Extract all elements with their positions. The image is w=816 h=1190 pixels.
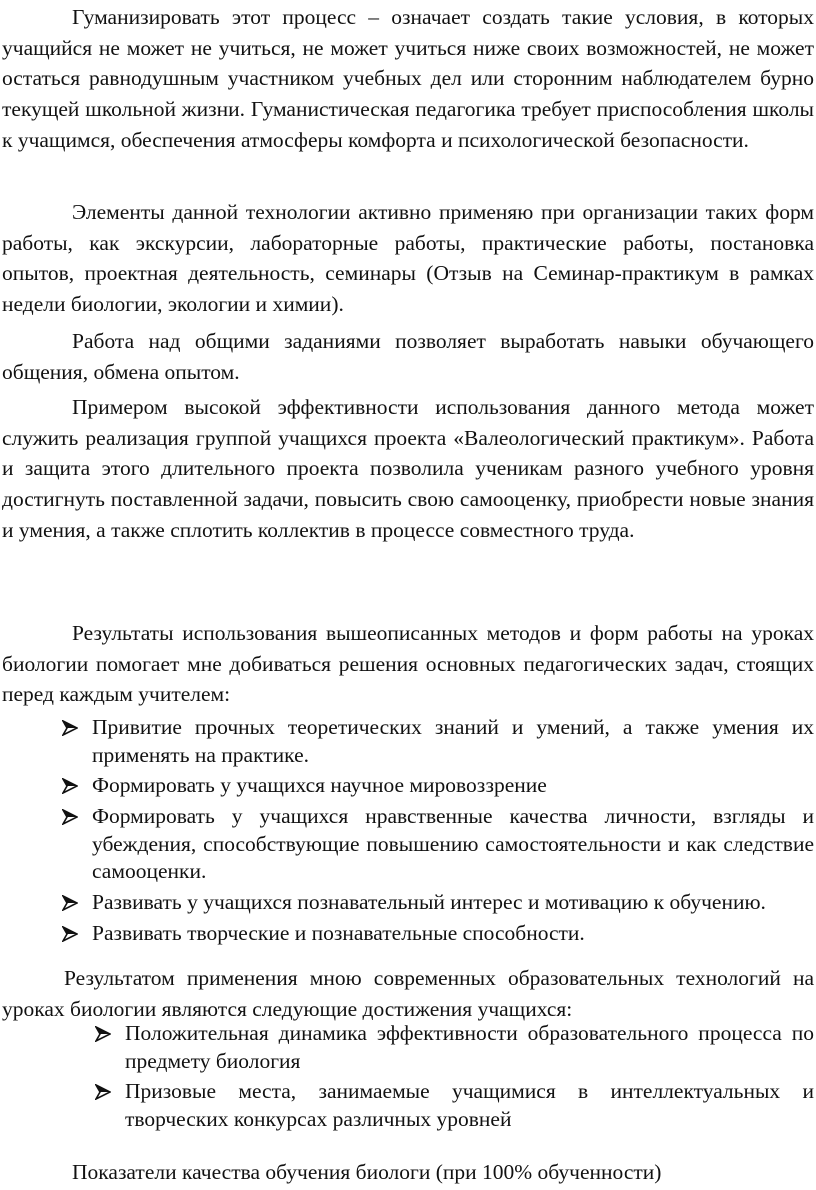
list-item <box>95 1078 814 1133</box>
list-item-text: Формировать у учащихся научное мировоззрение <box>92 773 547 798</box>
arrowhead-bullet-icon <box>62 772 84 799</box>
list-item <box>62 714 814 769</box>
arrowhead-bullet-icon <box>95 1078 117 1105</box>
arrowhead-bullet-icon <box>95 1020 117 1047</box>
paragraph-humanization: Гуманизировать этот процесс – означает создать такие условия, в которых учащийся не может не учиться, не может учиться ниже своих возможностей, не может остаться равнодушным участником учебных дел или сторонним наблюдателем бурно текущей школьной жизни. Гуманистическая педагогика требует приспособления школы к учащимся, обеспечения атмосферы комфорта и психологической безопасности. <box>2 5 814 152</box>
achievements-list <box>95 1020 814 1137</box>
paragraph-project-example: Примером высокой эффективности использования данного метода может служить реализация группой учащихся проекта «Валеологический практикум». Работа и защита этого длительного проекта позволила ученикам разного учебного уровня достигнуть поставленной задачи, повысить свою самооценку, приобрести новые знания и умения, а также сплотить коллектив в процессе совместного труда. <box>2 395 814 542</box>
arrowhead-bullet-icon <box>62 714 84 741</box>
list-item <box>62 920 814 948</box>
section-heading-quality: Показатели качества обучения биологи (при 100% обученности) <box>72 1160 662 1184</box>
list-item-text: Развивать у учащихся познавательный интерес и мотивацию к обучению. <box>92 889 766 914</box>
list-item-text: Развивать творческие и познавательные способности. <box>92 920 585 945</box>
arrowhead-bullet-icon <box>62 803 84 830</box>
list-item <box>62 772 814 800</box>
arrowhead-bullet-icon <box>62 920 84 947</box>
arrowhead-bullet-icon <box>62 889 84 916</box>
list-item-text: Формировать у учащихся нравственные качества личности, взгляды и убеждения, способствующие повышению самостоятельности и как следствие самооценки. <box>92 804 814 884</box>
paragraph-technology-elements: Элементы данной технологии активно применяю при организации таких форм работы, как экскурсии, лабораторные работы, практические работы, постановка опытов, проектная деятельность, семинары (Отзыв на Семинар-практикум в рамках недели биологии, экологии и химии). <box>2 200 814 317</box>
tasks-list <box>62 714 814 950</box>
list-item <box>95 1020 814 1075</box>
list-item <box>62 803 814 886</box>
list-item-text: Призовые места, занимаемые учащимися в интеллектуальных и творческих конкурсах различных уровней <box>125 1079 814 1131</box>
paragraph-results-intro: Результаты использования вышеописанных методов и форм работы на уроках биологии помогает мне добиваться решения основных педагогических задач, стоящих перед каждым учителем: <box>2 621 814 707</box>
list-item-text: Привитие прочных теоретических знаний и умений, а также умения их применять на практике. <box>92 715 814 767</box>
list-item-text: Положительная динамика эффективности образовательного процесса по предмету биология <box>125 1021 814 1073</box>
paragraph-group-work: Работа над общими заданиями позволяет выработать навыки обучающего общения, обмена опытом. <box>2 329 814 384</box>
list-item <box>62 889 814 917</box>
paragraph-achievements-intro: Результатом применения мною современных образовательных технологий на уроках биологии являются следующие достижения учащихся: <box>2 966 814 1021</box>
